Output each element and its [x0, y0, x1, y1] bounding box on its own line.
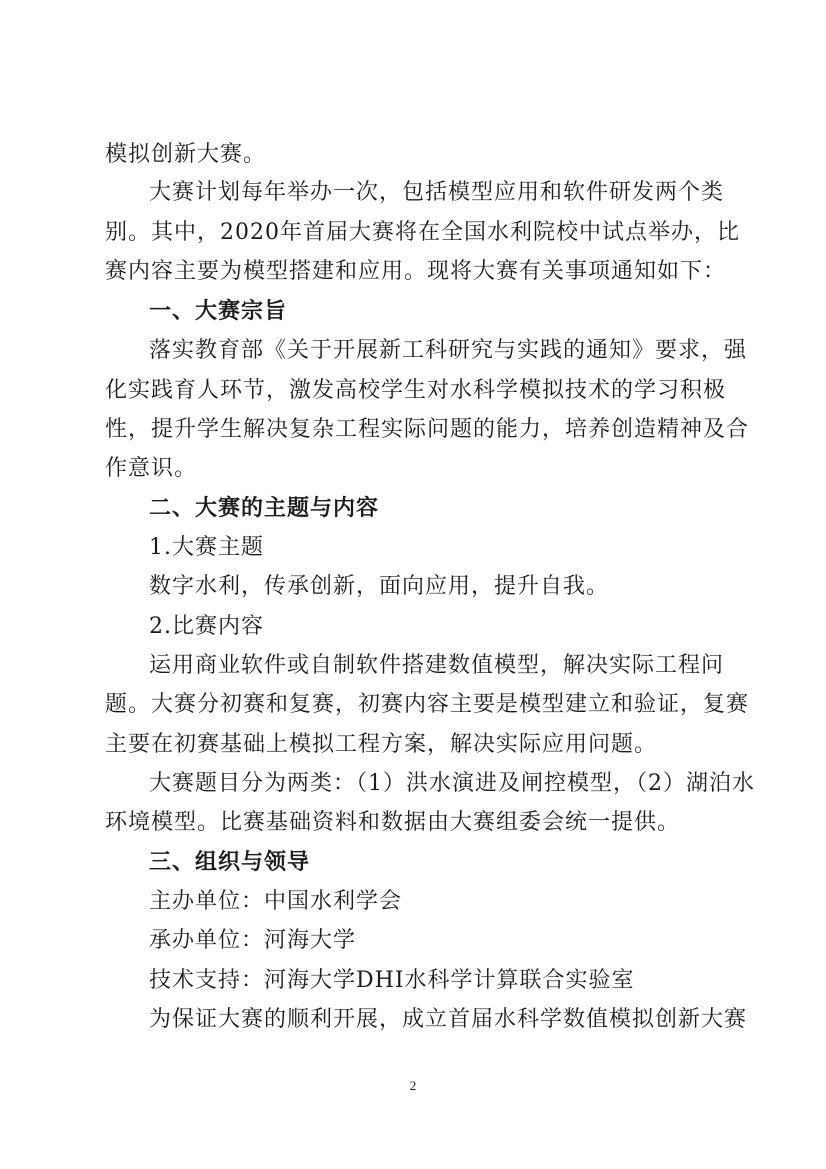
text-line: 主要在初赛基础上模拟工程方案，解决实际应用问题。	[105, 732, 658, 757]
paragraph-text: 为保证大赛的顺利开展，成立首届水科学数值模拟创新大赛	[149, 1007, 748, 1032]
text-line: 性，提升学生解决复杂工程实际问题的能力，培养创造精神及合	[105, 417, 750, 442]
paragraph-text: 大赛计划每年举办一次，包括模型应用和软件研发两个类	[149, 180, 725, 205]
text-line: 化实践育人环节，激发高校学生对水科学模拟技术的学习积极	[105, 378, 727, 403]
host-line: 承办单位：河海大学	[149, 928, 357, 953]
text-line: 模拟创新大赛。	[105, 142, 267, 167]
text-line: 作意识。	[105, 456, 198, 481]
paragraph-text: 落实教育部《关于开展新工科研究与实践的通知》要求，强	[149, 338, 748, 363]
paragraph-text: 大赛题目分为两类：（1）洪水演进及闸控模型，（2）湖泊水	[149, 771, 755, 796]
subheading-content: 2.比赛内容	[149, 614, 264, 639]
text-line: 环境模型。比赛基础资料和数据由大赛组委会统一提供。	[105, 810, 681, 835]
technical-support-line: 技术支持：河海大学DHI水科学计算联合实验室	[149, 968, 635, 993]
section-heading-organization: 三、组织与领导	[149, 850, 311, 875]
paragraph-text: 数字水利，传承创新，面向应用，提升自我。	[149, 574, 610, 599]
organizer-line: 主办单位：中国水利学会	[149, 889, 403, 914]
paragraph-text: 运用商业软件或自制软件搭建数值模型，解决实际工程问	[149, 653, 725, 678]
section-heading-theme: 二、大赛的主题与内容	[149, 496, 380, 521]
subheading-theme: 1.大赛主题	[149, 535, 264, 560]
text-line: 别。其中，2020年首届大赛将在全国水利院校中试点举办，比	[105, 220, 740, 245]
page-number: 2	[409, 1078, 417, 1093]
text-line: 题。大赛分初赛和复赛，初赛内容主要是模型建立和验证，复赛	[105, 692, 750, 717]
section-heading-purpose: 一、大赛宗旨	[149, 299, 288, 324]
text-line: 赛内容主要为模型搭建和应用。现将大赛有关事项通知如下：	[105, 259, 727, 284]
